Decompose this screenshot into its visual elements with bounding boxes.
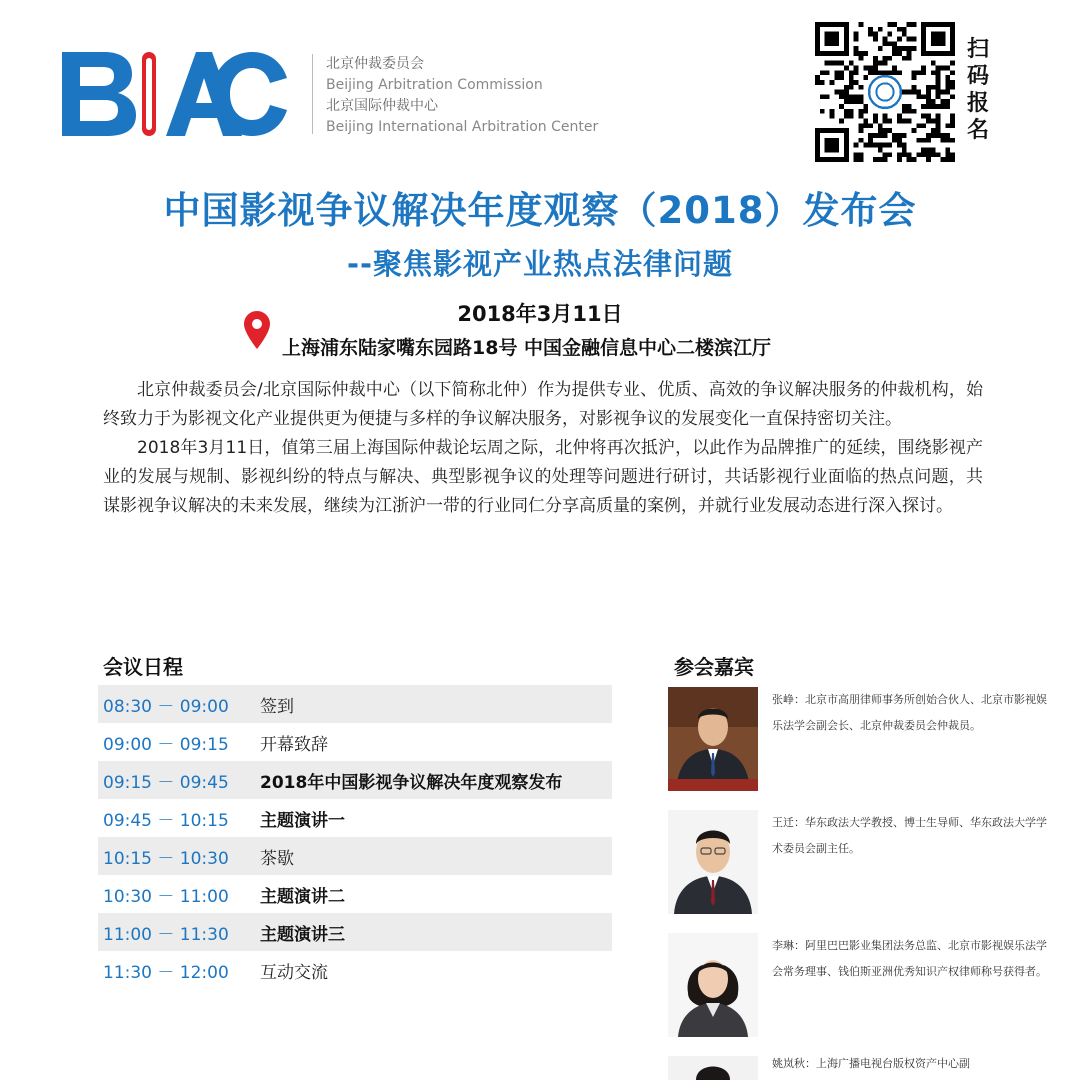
agenda-row — [98, 913, 612, 951]
agenda-time: 11:00 － 11:30 — [103, 924, 229, 945]
guest-bio: 姚岚秋：上海广播电视台版权资产中心副 — [772, 1057, 970, 1070]
guest-photo-icon — [668, 687, 758, 791]
agenda-time: 08:30 － 09:00 — [103, 696, 229, 717]
scan-char: 码 — [966, 64, 989, 89]
agenda-time: 09:15 － 09:45 — [103, 772, 229, 793]
guest-photo-icon — [668, 1056, 758, 1080]
guest-photo-icon — [668, 810, 758, 914]
guest-photo-icon — [668, 933, 758, 1037]
intro-text — [103, 376, 983, 521]
agenda-heading: 会议日程 — [103, 655, 183, 679]
agenda-row — [98, 799, 612, 837]
agenda-time: 11:30 － 12:00 — [103, 962, 229, 983]
org-name-en-1: Beijing Arbitration Commission — [326, 77, 543, 93]
agenda-item: 开幕致辞 — [260, 734, 328, 755]
biac-logo — [62, 48, 287, 140]
intro-paragraph-1: 北京仲裁委员会/北京国际仲裁中心（以下简称北仲）作为提供专业、优质、高效的争议解决服务的仲裁机构，始终致力于为影视文化产业提供更为便捷与多样的争议解决服务，对影视争议的发展变化一直保持密切关注。 — [103, 380, 983, 429]
header-divider — [312, 54, 313, 134]
guest-bio: 王迁：华东政法大学教授、博士生导师、华东政法大学学术委员会副主任。 — [772, 816, 1047, 855]
agenda-item: 签到 — [260, 696, 294, 717]
event-subtitle: --聚焦影视产业热点法律问题 — [346, 247, 734, 281]
agenda-table — [98, 685, 612, 989]
agenda-item: 主题演讲一 — [260, 810, 345, 831]
agenda-time: 10:30 － 11:00 — [103, 886, 229, 907]
agenda-time: 10:15 － 10:30 — [103, 848, 229, 869]
agenda-row — [98, 723, 612, 761]
agenda-item: 主题演讲二 — [260, 886, 345, 907]
scan-char: 报 — [966, 91, 989, 116]
guest-bio: 张峥：北京市高朋律师事务所创始合伙人、北京市影视娱乐法学会副会长、北京仲裁委员会仲裁员。 — [772, 693, 1047, 732]
intro-paragraph-2: 2018年3月11日，值第三届上海国际仲裁论坛周之际，北仲将再次抵沪，以此作为品牌推广的延续，围绕影视产业的发展与规制、影视纠纷的特点与解决、典型影视争议的处理等问题进行研讨，共话影视行业面临的热点问题，共谋影视争议解决的未来发展，继续为江浙沪一带的行业同仁分享高质量的案例，并就行业发展动态进行深入探讨。 — [103, 438, 983, 516]
organization-names — [326, 54, 598, 138]
map-pin-icon — [244, 311, 270, 349]
org-name-zh-2: 北京国际仲裁中心 — [326, 98, 438, 114]
qr-code-icon — [815, 22, 955, 162]
agenda-time: 09:00 － 09:15 — [103, 734, 229, 755]
agenda-row — [98, 685, 612, 723]
agenda-item: 2018年中国影视争议解决年度观察发布 — [260, 772, 563, 793]
agenda-row — [98, 761, 612, 799]
org-name-zh-1: 北京仲裁委员会 — [326, 56, 424, 72]
agenda-row — [98, 875, 612, 913]
biac-logo-icon — [62, 48, 287, 140]
org-name-en-2: Beijing International Arbitration Center — [326, 119, 599, 135]
agenda-item: 主题演讲三 — [260, 924, 345, 945]
scan-char: 名 — [966, 118, 989, 143]
event-date: 2018年3月11日 — [457, 302, 623, 326]
scan-to-register-label — [962, 36, 994, 144]
scan-char: 扫 — [966, 37, 989, 62]
event-title: 中国影视争议解决年度观察（2018）发布会 — [163, 189, 917, 232]
event-venue: 上海浦东陆家嘴东园路18号 中国金融信息中心二楼滨江厅 — [282, 337, 772, 359]
agenda-item: 茶歇 — [260, 848, 294, 869]
agenda-row — [98, 837, 612, 875]
guests-heading: 参会嘉宾 — [674, 655, 754, 679]
agenda-time: 09:45 － 10:15 — [103, 810, 229, 831]
agenda-item: 互动交流 — [260, 962, 328, 983]
guest-bio: 李琳：阿里巴巴影业集团法务总监、北京市影视娱乐法学会常务理事、钱伯斯亚洲优秀知识产权律师称号获得者。 — [772, 939, 1047, 978]
agenda-row — [98, 951, 612, 989]
registration-qr-code[interactable] — [815, 22, 955, 162]
